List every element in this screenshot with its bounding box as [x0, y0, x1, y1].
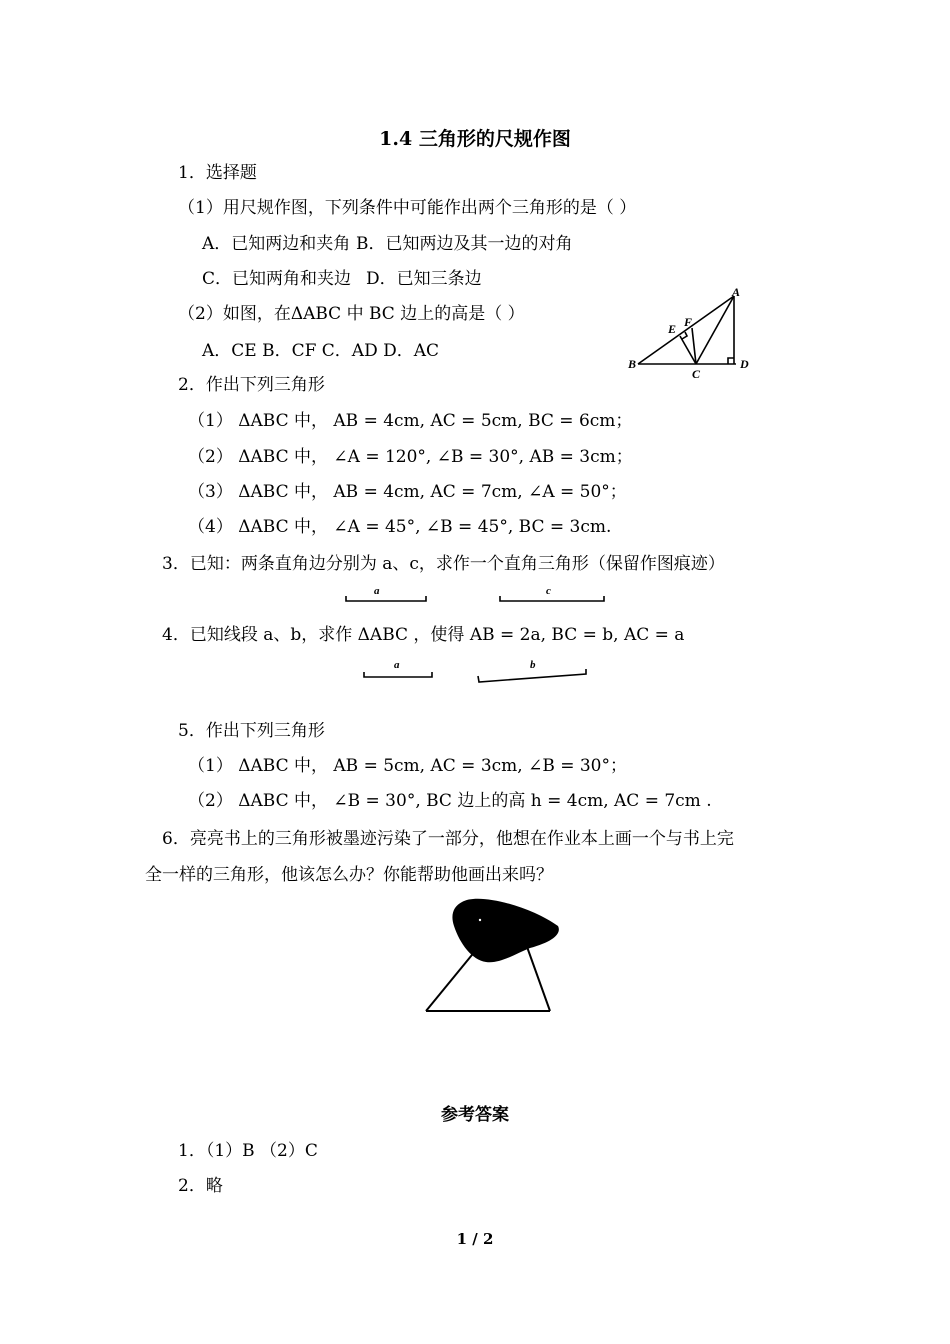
- figure-line-ba: [638, 296, 734, 364]
- page-number: 1 / 2: [456, 1230, 494, 1248]
- answer-1: 1．（1）B （2）C: [178, 1141, 318, 1161]
- q1-p1-option-c: C．已知两角和夹边: [202, 269, 352, 289]
- label-c: C: [692, 367, 701, 381]
- label-b: B: [628, 357, 637, 371]
- answer-2: 2．略: [178, 1176, 223, 1196]
- segment-a-q3: [344, 584, 434, 606]
- label-a: A: [732, 285, 741, 299]
- q2-item-3: （3） ΔABC 中， AB = 4cm, AC = 7cm, ∠A = 50°；: [188, 482, 627, 502]
- q1-p1-option-d: D．已知三条边: [366, 269, 482, 289]
- q1-heading: 1．选择题: [178, 163, 257, 183]
- segment-a-label: a: [374, 585, 380, 597]
- triangle-right-side: [526, 944, 550, 1011]
- q5-item-2: （2） ΔABC 中， ∠B = 30°, BC 边上的高 h = 4cm, AC = 7cm .: [188, 791, 712, 811]
- q3-text: 3．已知：两条直角边分别为 a、c，求作一个直角三角形（保留作图痕迹）: [162, 554, 725, 574]
- segment-b-label: b: [530, 659, 536, 671]
- q6-line-2: 全一样的三角形，他该怎么办？你能帮助他画出来吗？: [145, 865, 553, 885]
- segment-b-q4: [476, 656, 594, 686]
- triangle-left-side: [426, 950, 476, 1011]
- segment-a4-label: a: [394, 659, 400, 671]
- ink-stained-triangle: [420, 894, 560, 1014]
- label-f: F: [684, 315, 693, 329]
- q1-p1-option-b: B．已知两边及其一边的对角: [356, 234, 573, 254]
- segment-c-q3: [498, 584, 610, 606]
- q2-item-2: （2） ΔABC 中， ∠A = 120°, ∠B = 30°, AB = 3cm；: [188, 447, 633, 467]
- label-e: E: [668, 322, 677, 336]
- q2-item-4: （4） ΔABC 中， ∠A = 45°, ∠B = 45°, BC = 3cm.: [188, 517, 612, 537]
- q2-item-1: （1） ΔABC 中， AB = 4cm, AC = 5cm, BC = 6cm；: [188, 411, 633, 431]
- q2-heading: 2．作出下列三角形: [178, 375, 325, 395]
- figure-line-ca: [696, 296, 734, 364]
- triangle-figure: [626, 285, 756, 381]
- ink-blot: [452, 899, 558, 963]
- q1-p1-stem: （1）用尺规作图，下列条件中可能作出两个三角形的是（ ）: [178, 198, 637, 218]
- q4-text: 4．已知线段 a、b，求作 ΔABC ，使得 AB = 2a, BC = b, AC = a: [162, 625, 685, 645]
- answers-heading: 参考答案: [441, 1105, 509, 1125]
- segment-a-q4: [362, 658, 442, 684]
- right-angle-d: [728, 358, 734, 364]
- q1-p2-stem: （2）如图，在ΔABC 中 BC 边上的高是（ ）: [178, 304, 525, 324]
- q5-heading: 5．作出下列三角形: [178, 721, 325, 741]
- segment-c-label: c: [546, 585, 551, 597]
- q6-line-1: 6．亮亮书上的三角形被墨迹污染了一部分，他想在作业本上画一个与书上完: [162, 829, 734, 849]
- q1-p1-option-a: A．已知两边和夹角: [202, 234, 351, 254]
- page-title: 1.4 三角形的尺规作图: [379, 128, 571, 150]
- q1-p2-options: A．CE B．CF C．AD D．AC: [202, 341, 440, 361]
- label-d: D: [740, 357, 749, 371]
- q5-item-1: （1） ΔABC 中， AB = 5cm, AC = 3cm, ∠B = 30°；: [188, 756, 628, 776]
